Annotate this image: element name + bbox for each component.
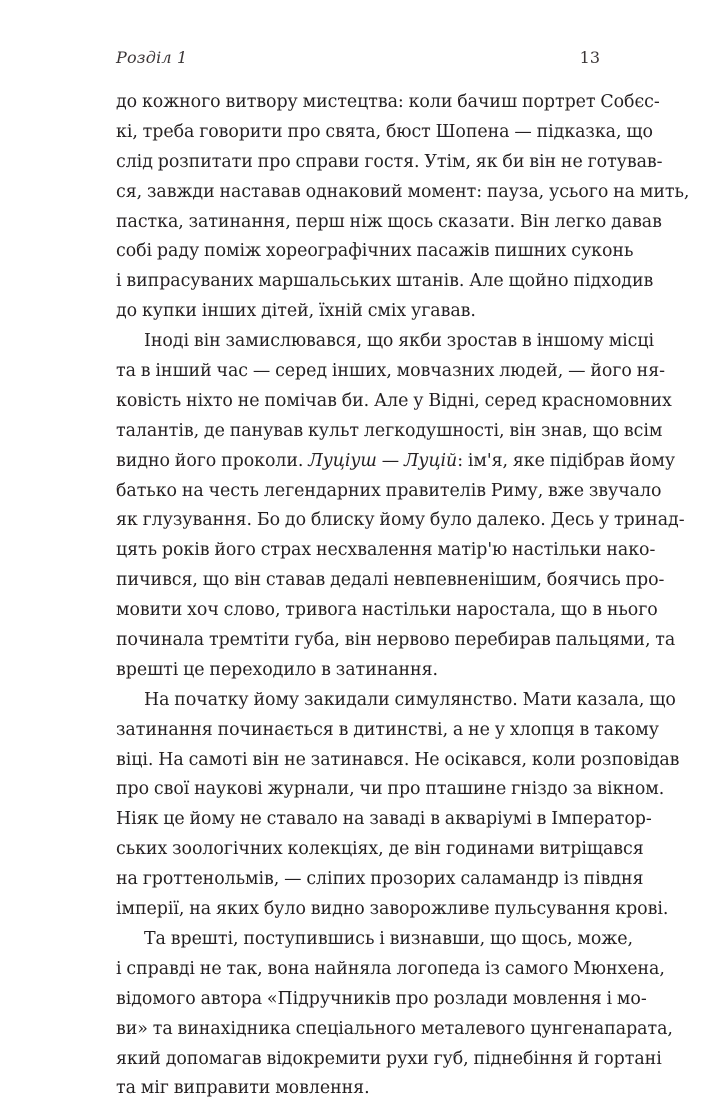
text-line: та в інший час — серед інших, мовчазних людей, — його ня-	[116, 361, 665, 382]
text-line: Іноді він замислювався, що якби зростав в іншому місці	[144, 331, 655, 352]
text-segment: —	[376, 450, 404, 471]
text-line: як глузування. Бо до блиску йому було далеко. Десь у тринад-	[116, 510, 685, 531]
text-line: Та врешті, поступившись і визнавши, що щось, може,	[144, 928, 633, 949]
text-line: ся, завжди наставав однаковий момент: пауза, усього на мить,	[116, 181, 690, 202]
text-line: врешті це переходило в затинання.	[116, 659, 438, 680]
text-line: мовити хоч слово, тривога настільки наростала, що в нього	[116, 600, 658, 621]
text-line: собі раду поміж хореографічних пасажів пишних суконь	[116, 241, 634, 262]
text-line: починала тремтіти губа, він нервово перебирав пальцями, та	[116, 630, 676, 651]
text-line-mixed	[116, 447, 676, 477]
text-line: ських зоологічних колекціях, де він годинами витріщався	[116, 839, 644, 860]
text-line: та міг виправити мовлення.	[116, 1078, 370, 1099]
text-line: до кожного витвору мистецтва: коли бачиш портрет Собєс-	[116, 92, 660, 112]
text-line: який допомагав відокремити рухи губ, піднебіння й гортані	[116, 1048, 662, 1069]
text-line: кі, треба говорити про свята, бюст Шопена — підказка, що	[116, 121, 653, 142]
text-segment: видно його проколи.	[116, 450, 309, 471]
text-line: слід розпитати про справи гостя. Утім, як би він не готував-	[116, 151, 663, 172]
text-line: цять років його страх несхвалення матір'ю настільки нако-	[116, 540, 656, 561]
running-header	[116, 48, 600, 72]
italic-name: Луцій	[403, 450, 458, 471]
text-line: пичився, що він ставав дедалі невпевненішим, боячись про-	[116, 570, 665, 591]
text-line: імперії, на яких було видно заворожливе пульсування крові.	[116, 899, 669, 920]
text-line: і випрасуваних маршальських штанів. Але щойно підходив	[116, 271, 654, 292]
text-line: віці. На самоті він не затинався. Не осікався, коли розповідав	[116, 749, 680, 770]
italic-name: Луціуш	[308, 450, 377, 471]
text-line: на гроттенольмів, — сліпих прозорих саламандр із півдня	[116, 869, 644, 890]
text-segment: : ім'я, яке підібрав йому	[457, 450, 676, 471]
text-line: На початку йому закидали симулянство. Мати казала, що	[144, 689, 676, 710]
chapter-title: Розділ 1	[116, 48, 188, 67]
text-line: затинання починається в дитинстві, а не у хлопця в такому	[116, 719, 659, 740]
text-line: відомого автора «Підручників про розлади мовлення і мо-	[116, 988, 647, 1009]
text-line: ви» та винахідника спеціального металевого цунгенапарата,	[116, 1018, 673, 1039]
page-number: 13	[579, 48, 600, 67]
text-line: батько на честь легендарних правителів Риму, вже звучало	[116, 480, 662, 501]
text-line: пастка, затинання, перш ніж щось сказати. Він легко давав	[116, 211, 662, 232]
text-line: і справді не так, вона найняла логопеда із самого Мюнхена,	[116, 958, 665, 979]
text-line: талантів, де панував культ легкодушності, він знав, що всім	[116, 420, 663, 441]
text-line: Ніяк це йому не ставало на заваді в акваріумі в Імператор-	[116, 809, 652, 830]
text-line: про свої наукові журнали, чи про пташине гніздо за вікном.	[116, 779, 665, 800]
body-text	[116, 88, 690, 1104]
text-line: до купки інших дітей, їхній сміх угавав.	[116, 301, 476, 322]
text-line: ковість ніхто не помічав би. Але у Відні, серед красномовних	[116, 390, 672, 411]
